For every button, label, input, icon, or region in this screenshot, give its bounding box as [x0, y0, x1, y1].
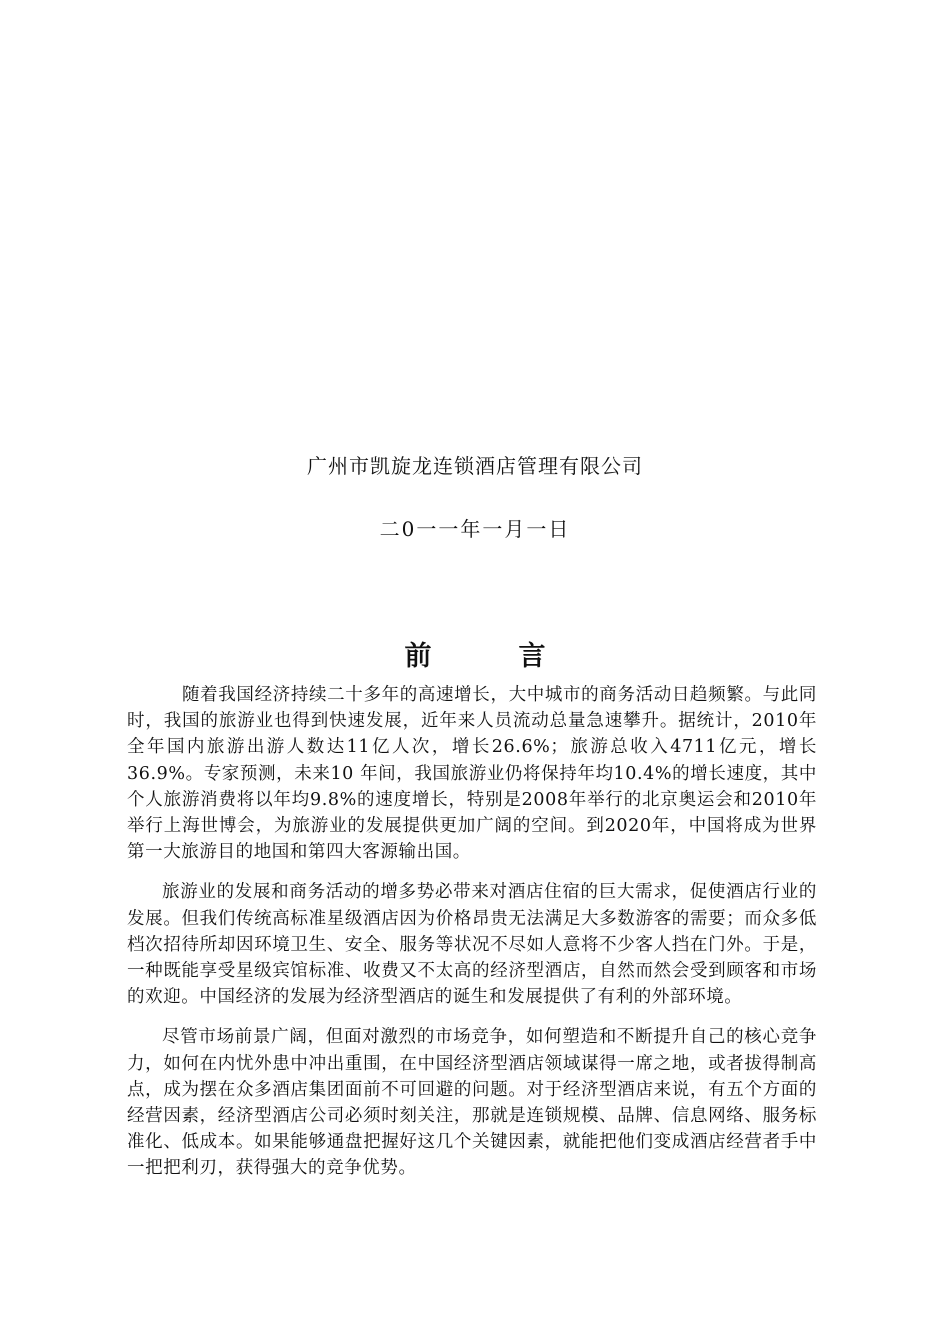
preface-title: 前 言 [404, 641, 576, 672]
company-name: 广州市凯旋龙连锁酒店管理有限公司 [307, 454, 643, 478]
preface-paragraph-2: 旅游业的发展和商务活动的增多势必带来对酒店住宿的巨大需求，促使酒店行业的发展。但我们传统高标准星级酒店因为价格昂贵无法满足大多数游客的需要；而众多低档次招待所却因环境卫生、安全、服务等状况不尽如人意将不少客人挡在门外。于是，一种既能享受星级宾馆标准、收费又不太高的经济型酒店，自然而然会受到顾客和市场的欢迎。中国经济的发展为经济型酒店的诞生和发展提供了有利的外部环境。 [127, 882, 817, 1008]
preface-paragraph-3: 尽管市场前景广阔，但面对激烈的市场竞争，如何塑造和不断提升自己的核心竞争力，如何在内忧外患中冲出重围，在中国经济型酒店领域谋得一席之地，或者拔得制高点，成为摆在众多酒店集团面前不可回避的问题。对于经济型酒店来说，有五个方面的经营因素，经济型酒店公司必须时刻关注，那就是连锁规模、品牌、信息网络、服务标准化、低成本。如果能够通盘把握好这几个关键因素，就能把他们变成酒店经营者手中一把把利刃，获得强大的竞争优势。 [127, 1027, 817, 1179]
document-date: 二0一一年一月一日 [379, 517, 571, 541]
preface-paragraph-1: 随着我国经济持续二十多年的高速增长，大中城市的商务活动日趋频繁。与此同时，我国的旅游业也得到快速发展，近年来人员流动总量急速攀升。据统计，2010年全年国内旅游出游人数达11亿人次，增长26.6%；旅游总收入4711亿元，增长36.9%。专家预测，未来10 年间，我国旅游业仍将保持年均10.4%的增长速度，其中个人旅游消费将以年均9.8%的速度增长，特别是2008年举行的北京奥运会和2010年举行上海世博会，为旅游业的发展提供更加广阔的空间。到2020年，中国将成为世界第一大旅游目的地国和第四大客源输出国。 [127, 685, 817, 863]
preface-body [127, 682, 817, 1196]
